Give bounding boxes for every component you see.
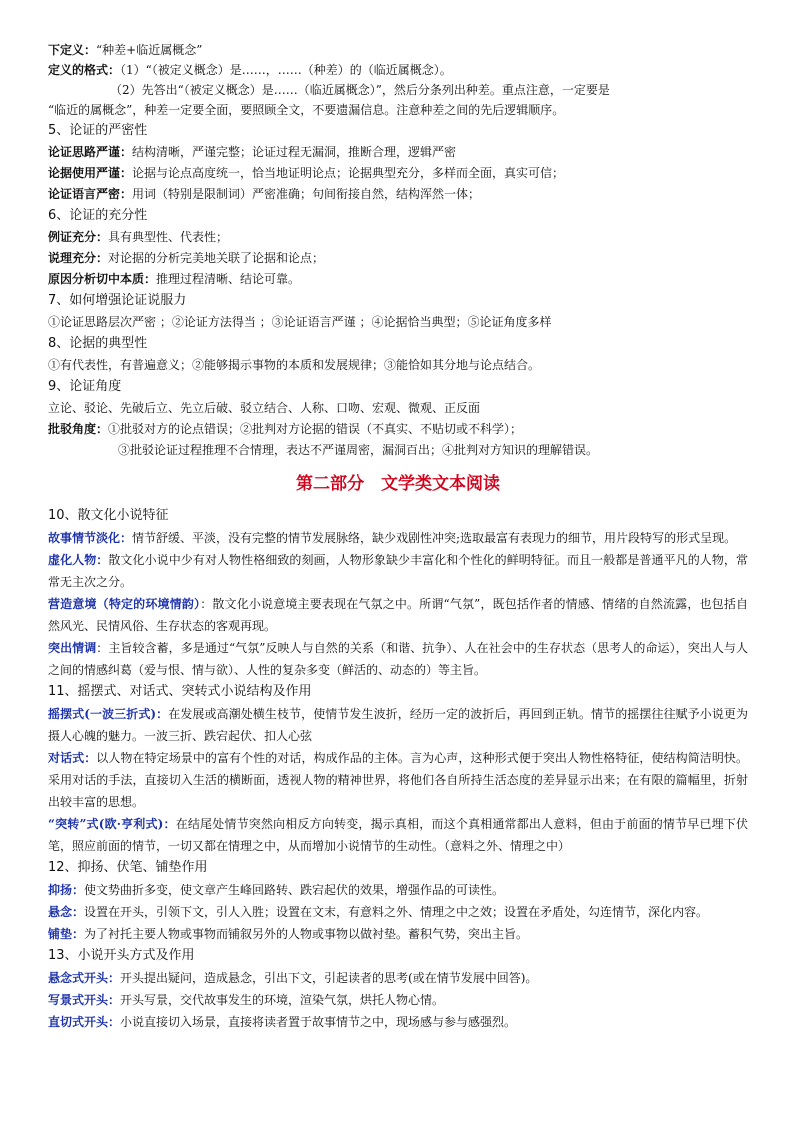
section-10-row-1-text: 情节舒缓、平淡，没有完整的情节发展脉络，缺少戏剧性冲突;选取最富有表现力的细节，用片段特写的形式呈现。 <box>132 531 737 545</box>
section-10-row-3-label: 营造意境（特定的环境情韵） <box>48 597 201 611</box>
section-11-row-1-label: 摇摆式(一波三折式)： <box>48 707 169 721</box>
section-6-row-3-label: 原因分析切中本质： <box>48 272 157 286</box>
section-11-heading: 11、摇摆式、对话式、突转式小说结构及作用 <box>48 684 312 699</box>
section-6-row-2 <box>48 248 748 269</box>
section-12-row-2 <box>48 901 748 923</box>
section-5-row-2 <box>48 163 748 184</box>
definition-format-line-3 <box>48 100 748 120</box>
document-page <box>48 40 748 1033</box>
section-5-row-3-text: 用词（特别是限制词）严密准确；句间衔接自然，结构浑然一体； <box>132 187 481 201</box>
section-11-row-1-text: 在发展或高潮处横生枝节，使情节发生波折，经历一定的波折后，再回到正轨。情节的摇摆往往赋予小说更为摄人心魄的魅力。一波三折、跌宕起伏、扣人心弦 <box>48 707 748 743</box>
section-10-row-4-text: ：主旨较含蓄，多是通过“气氛”反映人与自然的关系（和谐、抗争）、人在社会中的生存状态（思考人的命运），突出人与人之间的情感纠葛（爱与恨、情与欲）、人性的复杂多变（鲜活的、动态的）等主旨。 <box>48 641 748 677</box>
section-10-row-3 <box>48 593 748 637</box>
section-13-row-1-text: 开头提出疑问，造成悬念，引出下文，引起读者的思考(或在情节发展中回答)。 <box>120 971 538 985</box>
section-12-row-1 <box>48 879 748 901</box>
section-5-heading: 5、论证的严密性 <box>48 123 148 138</box>
section-12-row-3-label: 铺垫： <box>48 927 85 941</box>
section-6-row-3-text: 推理过程清晰、结论可靠。 <box>156 272 301 286</box>
section-10-row-2 <box>48 549 748 593</box>
definition-text: “种差+临近属概念” <box>96 43 203 57</box>
section-9-rebut-text-2: ③批驳论证过程推理不合情理，表达不严谨周密，漏洞百出；④批判对方知识的理解错误。 <box>118 443 599 457</box>
section-13-row-3 <box>48 1011 748 1033</box>
section-6-row-3 <box>48 269 748 290</box>
section-12-row-1-text: 使文势曲折多变，使文章产生峰回路转、跌宕起伏的效果，增强作品的可读性。 <box>84 883 505 897</box>
section-9-rebut-line-1 <box>48 419 748 440</box>
section-9-rebut-line-2 <box>48 440 748 461</box>
section-13-row-2-label: 写景式开头： <box>48 993 121 1007</box>
section-6-heading: 6、论证的充分性 <box>48 208 148 223</box>
section-12-row-2-text: 设置在开头，引领下文，引人入胜；设置在文末，有意料之外、情理之中之效；设置在矛盾处，勾连情节，深化内容。 <box>84 905 709 919</box>
section-12-row-3 <box>48 923 748 945</box>
section-11-row-1 <box>48 703 748 747</box>
section-13-row-1 <box>48 967 748 989</box>
section-7-text: ①论证思路层次严密 ；②论证方法得当 ；③论证语言严谨 ；④论据恰当典型；⑤论证角度多样 <box>48 315 552 329</box>
section-10-row-4-label: 突出情调 <box>48 641 97 655</box>
definition-format-text-3: “临近的属概念”，种差一定要全面，要照顾全文，不要遗漏信息。注意种差之间的先后逻辑顺序。 <box>48 103 565 117</box>
section-6-row-2-label: 说理充分： <box>48 251 109 265</box>
section-10-row-2-text: 散文化小说中少有对人物性格细致的刻画，人物形象缺少丰富化和个性化的鲜明特征。而且一般都是普通平凡的人物，常常无主次之分。 <box>48 553 748 589</box>
section-5-row-3 <box>48 184 748 205</box>
section-6-row-1-text: 具有典型性、代表性； <box>108 230 229 244</box>
definition-format-label: 定义的格式： <box>48 63 121 77</box>
section-12-row-2-label: 悬念： <box>48 905 85 919</box>
section-12-row-3-text: 为了衬托主要人物或事物而铺叙另外的人物或事物以做衬垫。蓄积气势，突出主旨。 <box>84 927 529 941</box>
section-13-row-3-label: 直切式开头： <box>48 1015 121 1029</box>
section-9-rebut-text-1: ①批驳对方的论点错误；②批判对方论据的错误（不真实、不贴切或不科学）； <box>108 422 523 436</box>
section-5-row-1-label: 论证思路严谨： <box>48 145 133 159</box>
section-9-heading: 9、论证角度 <box>48 379 122 394</box>
definition-line <box>48 40 748 60</box>
section-11-row-3-text: 在结尾处情节突然向相反方向转变，揭示真相，而这个真相通常都出人意料，但由于前面的情节早已埋下伏笔，照应前面的情节，一切又都在情理之中，从而增加小说情节的生动性。（意料之外、情理之中） <box>48 817 748 853</box>
section-11-row-2 <box>48 747 748 813</box>
part-2-title: 第二部分 文学类文本阅读 <box>296 474 500 494</box>
section-11-row-3-label: “突转”式(欧·亨利式)： <box>48 817 176 831</box>
section-13-row-2 <box>48 989 748 1011</box>
section-10-row-2-label: 虚化人物： <box>48 553 109 567</box>
section-8-text: ①有代表性，有普遍意义；②能够揭示事物的本质和发展规律；③能恰如其分地与论点结合。 <box>48 358 541 372</box>
section-8-heading: 8、论据的典型性 <box>48 336 148 351</box>
section-5-row-3-label: 论证语言严密： <box>48 187 133 201</box>
section-6-row-1 <box>48 227 748 248</box>
section-10-row-1 <box>48 527 748 549</box>
section-13-heading: 13、小说开头方式及作用 <box>48 948 195 963</box>
section-9-rebut-label: 批驳角度： <box>48 422 109 436</box>
section-10-heading: 10、散文化小说特征 <box>48 508 169 523</box>
definition-format-text-1: （1）“（被定义概念）是……，……（种差）的（临近属概念）。 <box>120 63 452 77</box>
section-7-heading: 7、如何增强论证说服力 <box>48 293 187 308</box>
section-5-row-2-label: 论据使用严谨： <box>48 166 133 180</box>
section-6-row-2-text: 对论据的分析完美地关联了论据和论点； <box>108 251 325 265</box>
section-12-row-1-label: 抑扬： <box>48 883 85 897</box>
section-5-row-1 <box>48 142 748 163</box>
section-10-row-4 <box>48 637 748 681</box>
section-9-text: 立论、驳论、先破后立、先立后破、驳立结合、人称、口吻、宏观、微观、正反面 <box>48 401 481 415</box>
section-10-row-1-label: 故事情节淡化： <box>48 531 133 545</box>
section-11-row-3 <box>48 813 748 857</box>
section-13-row-3-text: 小说直接切入场景，直接将读者置于故事情节之中，现场感与参与感强烈。 <box>120 1015 517 1029</box>
definition-format-line <box>48 60 748 80</box>
section-11-row-2-label: 对话式： <box>48 751 97 765</box>
section-6-row-1-label: 例证充分： <box>48 230 109 244</box>
section-10-row-3-text: ：散文化小说意境主要表现在气氛之中。所谓“气氛”，既包括作者的情感、情绪的自然流露，也包括自然风光、民情风俗、生存状态的客观再现。 <box>48 597 748 633</box>
section-13-row-1-label: 悬念式开头： <box>48 971 121 985</box>
definition-format-text-2: （2）先答出“（被定义概念）是……（临近属概念）”，然后分条列出种差。重点注意，一定要是 <box>110 83 610 97</box>
section-13-row-2-text: 开头写景，交代故事发生的环境，渲染气氛，烘托人物心情。 <box>120 993 445 1007</box>
definition-format-line-2 <box>48 80 748 100</box>
section-12-heading: 12、抑扬、伏笔、铺垫作用 <box>48 860 208 875</box>
section-11-row-2-text: 以人物在特定场景中的富有个性的对话，构成作品的主体。言为心声，这种形式便于突出人物性格特征，使结构简洁明快。采用对话的手法，直接切入生活的横断面，透视人物的精神世界，将他们各自所持生活态度的差异显示出来；在有限的篇幅里，折射出较丰富的思想。 <box>48 751 748 809</box>
section-5-row-1-text: 结构清晰，严谨完整；论证过程无漏洞，推断合理，逻辑严密 <box>132 145 457 159</box>
section-5-row-2-text: 论据与论点高度统一，恰当地证明论点；论据典型充分，多样而全面，真实可信； <box>132 166 565 180</box>
definition-label: 下定义： <box>48 43 97 57</box>
